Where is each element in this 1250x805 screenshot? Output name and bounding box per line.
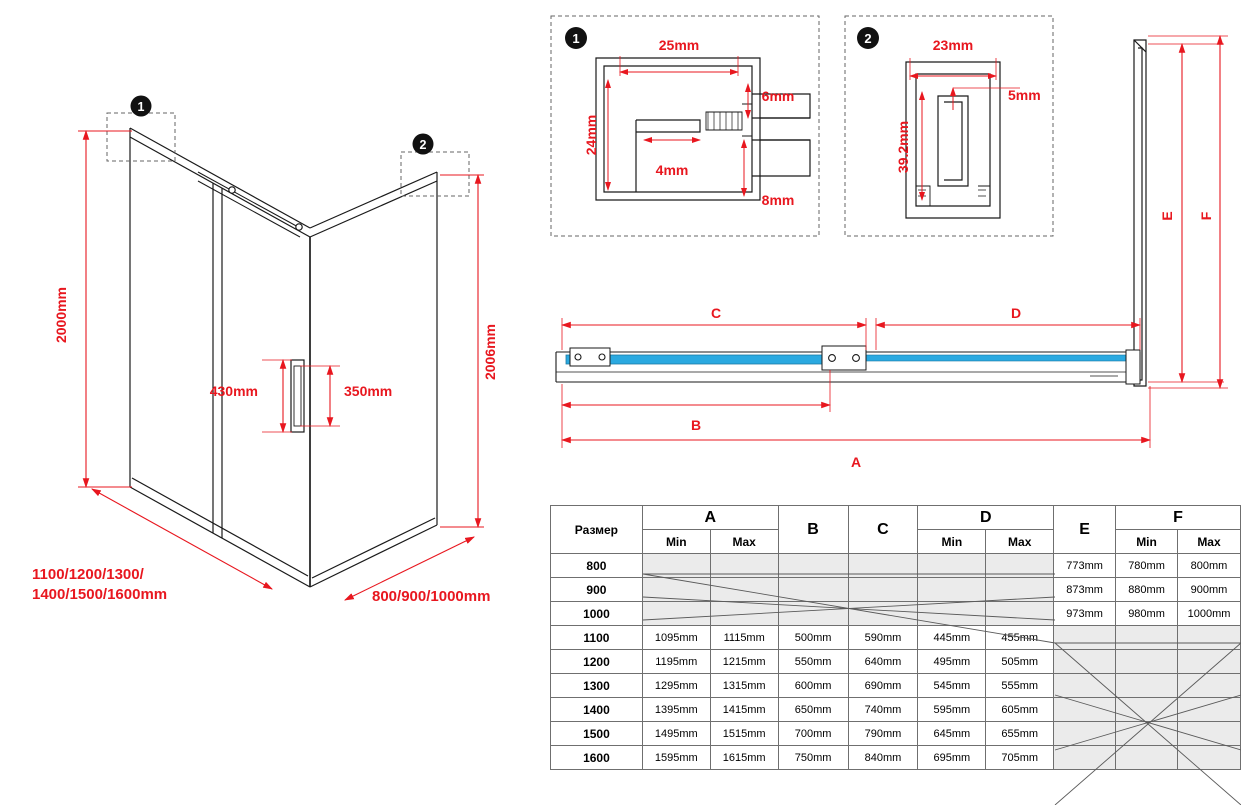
th-f-min: Min [1116, 530, 1178, 554]
cell-c [848, 602, 918, 626]
dimension-height-right [440, 175, 484, 527]
cell-b: 500mm [778, 626, 848, 650]
cell-a-min: 1495mm [642, 722, 710, 746]
detail-1-right-top-label: 6mm [761, 88, 795, 104]
cell-f-max [1177, 626, 1240, 650]
detail-1-badge [565, 27, 587, 49]
cell-c: 690mm [848, 674, 918, 698]
th-b: B [778, 506, 848, 554]
table-row [551, 698, 1241, 722]
dimension-A-label: A [850, 454, 862, 470]
cell-a-max: 1515mm [710, 722, 778, 746]
cell-d-max [986, 578, 1054, 602]
table-row [551, 578, 1241, 602]
dimension-height-left-label: 2000mm [53, 286, 69, 344]
cell-size: 1400 [551, 698, 643, 722]
th-a-max: Max [710, 530, 778, 554]
cell-d-min: 645mm [918, 722, 986, 746]
specification-table-body [551, 554, 1241, 770]
th-size: Размер [551, 506, 643, 554]
cell-d-min: 545mm [918, 674, 986, 698]
callout-box-1 [107, 113, 175, 161]
cell-c: 790mm [848, 722, 918, 746]
cell-e: 973mm [1054, 602, 1116, 626]
dimension-C-label: C [710, 305, 722, 321]
table-row [551, 650, 1241, 674]
dimension-E-label: E [1159, 211, 1175, 221]
dimension-handle-outer [262, 360, 292, 432]
dimension-height-right-label: 2006mm [482, 323, 498, 381]
cell-c [848, 554, 918, 578]
detail-1-inner-width-label: 4mm [655, 162, 689, 178]
cell-e [1054, 722, 1116, 746]
enclosure-isometric-view [130, 128, 437, 587]
cell-a-min: 1195mm [642, 650, 710, 674]
depth-options-label: 800/900/1000mm [372, 588, 491, 605]
callout-box-2 [401, 152, 469, 196]
cell-e [1054, 674, 1116, 698]
cell-f-max [1177, 722, 1240, 746]
cell-f-max [1177, 650, 1240, 674]
specification-table [550, 505, 1241, 770]
detail-2-badge-label: 2 [864, 31, 872, 46]
cell-f-max: 800mm [1177, 554, 1240, 578]
cell-c [848, 578, 918, 602]
cell-a-min: 1095mm [642, 626, 710, 650]
cell-size: 1000 [551, 602, 643, 626]
cell-size: 800 [551, 554, 643, 578]
dimension-F-label: F [1198, 211, 1214, 221]
cell-d-max: 455mm [986, 626, 1054, 650]
cell-f-max [1177, 674, 1240, 698]
cell-f-min [1116, 674, 1178, 698]
cell-b: 650mm [778, 698, 848, 722]
cell-f-min: 980mm [1116, 602, 1178, 626]
th-d-max: Max [986, 530, 1054, 554]
cell-a-min: 1295mm [642, 674, 710, 698]
detail-1-top-width-label: 25mm [658, 37, 700, 53]
cell-f-max [1177, 698, 1240, 722]
table-row [551, 722, 1241, 746]
cell-a-min [642, 578, 710, 602]
cell-e: 773mm [1054, 554, 1116, 578]
th-a: A [642, 506, 778, 530]
dimension-B [562, 370, 830, 412]
th-c: C [848, 506, 918, 554]
dimension-A [562, 386, 1150, 448]
table-row [551, 674, 1241, 698]
cell-size: 1200 [551, 650, 643, 674]
dimension-handle-outer-label: 430mm [209, 383, 258, 399]
th-f: F [1116, 506, 1241, 530]
cell-a-max [710, 554, 778, 578]
detail-1-badge-label: 1 [572, 31, 580, 46]
detail-2-top-width-label: 23mm [932, 37, 974, 53]
cell-d-min: 695mm [918, 746, 986, 770]
cell-d-max: 655mm [986, 722, 1054, 746]
cell-a-min [642, 602, 710, 626]
table-row [551, 626, 1241, 650]
cell-f-min [1116, 746, 1178, 770]
cell-e [1054, 698, 1116, 722]
width-options-line2: 1400/1500/1600mm [32, 586, 168, 603]
detail-2-badge [857, 27, 879, 49]
callout-badge-2-label: 2 [419, 138, 427, 152]
cell-f-min [1116, 722, 1178, 746]
cell-f-max: 1000mm [1177, 602, 1240, 626]
cell-a-max: 1615mm [710, 746, 778, 770]
cell-b: 750mm [778, 746, 848, 770]
cell-size: 900 [551, 578, 643, 602]
callout-badge-1-label: 1 [137, 100, 145, 114]
dimension-handle-inner [300, 366, 340, 426]
detail-1-left-height-label: 24mm [583, 114, 599, 156]
cell-size: 1300 [551, 674, 643, 698]
dimension-D-label: D [1010, 305, 1022, 321]
th-d: D [918, 506, 1054, 530]
cell-size: 1100 [551, 626, 643, 650]
table-row [551, 602, 1241, 626]
cell-d-min: 495mm [918, 650, 986, 674]
cell-d-max [986, 602, 1054, 626]
callout-badge-2 [413, 134, 434, 155]
cell-e: 873mm [1054, 578, 1116, 602]
cell-f-max: 900mm [1177, 578, 1240, 602]
cell-f-max [1177, 746, 1240, 770]
detail-2-inner-width-label: 5mm [1008, 87, 1041, 103]
cell-d-min: 595mm [918, 698, 986, 722]
cell-f-min: 880mm [1116, 578, 1178, 602]
cell-b [778, 602, 848, 626]
cell-a-max: 1415mm [710, 698, 778, 722]
cell-f-min: 780mm [1116, 554, 1178, 578]
cell-a-max [710, 578, 778, 602]
width-options-label [32, 565, 262, 605]
detail-1-right-bottom-label: 8mm [761, 192, 795, 208]
cell-d-max [986, 554, 1054, 578]
cell-f-min [1116, 650, 1178, 674]
cell-d-max: 505mm [986, 650, 1054, 674]
cell-c: 740mm [848, 698, 918, 722]
cell-b: 600mm [778, 674, 848, 698]
detail-2-left-height-label: 39.2mm [895, 120, 911, 174]
dimension-handle-inner-label: 350mm [344, 383, 393, 399]
cell-a-max: 1215mm [710, 650, 778, 674]
cell-b: 700mm [778, 722, 848, 746]
th-e: E [1054, 506, 1116, 554]
cell-b [778, 578, 848, 602]
dimension-D [876, 318, 1140, 350]
specification-table-wrap [550, 505, 1241, 770]
dimension-B-label: B [690, 417, 702, 433]
cell-c: 840mm [848, 746, 918, 770]
cell-a-min: 1395mm [642, 698, 710, 722]
cell-c: 590mm [848, 626, 918, 650]
cell-a-max: 1315mm [710, 674, 778, 698]
cell-e [1054, 650, 1116, 674]
detail-1-profile-section [596, 58, 810, 200]
cell-d-max: 705mm [986, 746, 1054, 770]
cell-f-min [1116, 698, 1178, 722]
th-a-min: Min [642, 530, 710, 554]
plan-view [556, 346, 1140, 384]
detail-2-profile-section [906, 62, 1000, 218]
cell-b [778, 554, 848, 578]
width-options-line1: 1100/1200/1300/ [32, 566, 144, 583]
cell-size: 1600 [551, 746, 643, 770]
cell-d-min [918, 602, 986, 626]
cell-size: 1500 [551, 722, 643, 746]
cell-f-min [1116, 626, 1178, 650]
cell-d-min [918, 578, 986, 602]
cell-d-min: 445mm [918, 626, 986, 650]
cell-e [1054, 746, 1116, 770]
callout-badge-1 [131, 96, 152, 117]
cell-a-min [642, 554, 710, 578]
cell-c: 640mm [848, 650, 918, 674]
th-f-max: Max [1177, 530, 1240, 554]
table-row [551, 746, 1241, 770]
cell-d-min [918, 554, 986, 578]
cell-d-max: 605mm [986, 698, 1054, 722]
table-row [551, 554, 1241, 578]
detail-2-dimensions [910, 58, 1020, 200]
dimension-height-left [78, 131, 132, 487]
cell-a-max: 1115mm [710, 626, 778, 650]
th-d-min: Min [918, 530, 986, 554]
cell-e [1054, 626, 1116, 650]
cell-b: 550mm [778, 650, 848, 674]
dimension-C [562, 318, 866, 350]
cell-a-min: 1595mm [642, 746, 710, 770]
cell-d-max: 555mm [986, 674, 1054, 698]
cell-a-max [710, 602, 778, 626]
